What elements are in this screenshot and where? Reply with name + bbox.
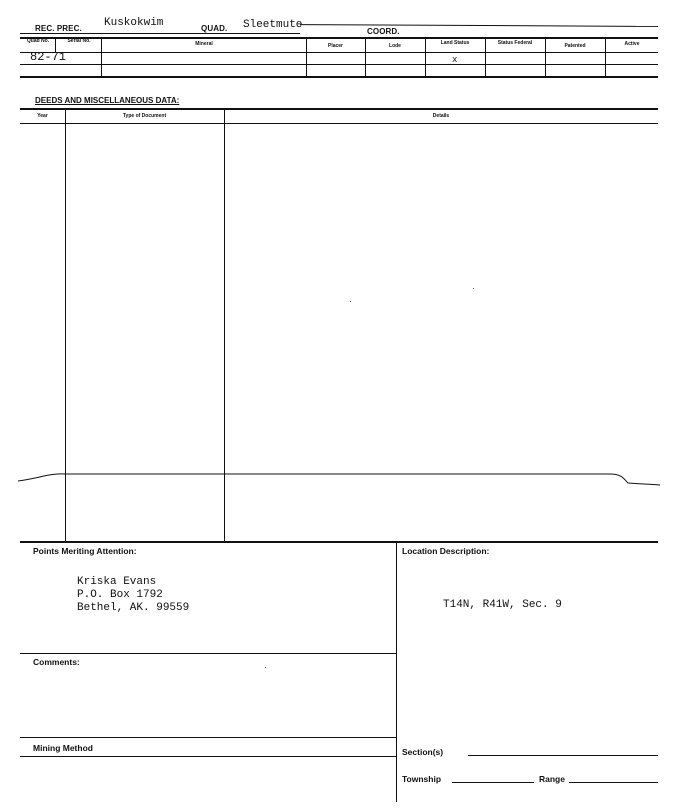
header-underline-right: [300, 24, 658, 27]
points-line-3: Bethel, AK. 99559: [77, 602, 190, 614]
col-header-land-status: Land Status: [440, 40, 470, 46]
speck: [473, 288, 474, 289]
township-field-label: Township: [402, 774, 442, 784]
quad-value: Sleetmute: [243, 19, 303, 31]
speck: [265, 667, 266, 668]
col-header-placer: Placer: [327, 43, 343, 49]
range-field-label: Range: [539, 774, 565, 784]
speck: [350, 301, 351, 302]
points-line-1: Kriska Evans: [77, 576, 157, 588]
col-header-quad-no: Quad No.: [26, 38, 50, 44]
col-header-mineral: Mineral: [195, 41, 213, 47]
quad-serial-value: 82-71: [30, 50, 67, 64]
deeds-col-type: Type of Document: [122, 113, 167, 119]
points-meriting-label: Points Meriting Attention:: [33, 546, 137, 556]
table-row-rule: [20, 64, 658, 65]
points-line-2: P.O. Box 1792: [77, 589, 163, 601]
table-header-rule: [20, 52, 658, 53]
section-field-label: Section(s): [402, 747, 444, 757]
deeds-section-title: DEEDS AND MISCELLANEOUS DATA:: [35, 96, 180, 105]
col-header-active: Active: [624, 41, 640, 47]
page-fold-line: [0, 464, 678, 494]
deeds-header-rule: [20, 123, 658, 124]
header-underline-left: [20, 33, 300, 34]
location-description-label: Location Description:: [402, 546, 490, 556]
section-field-line: [468, 755, 658, 756]
deeds-col-year: Year: [37, 113, 48, 119]
location-description-value: T14N, R41W, Sec. 9: [443, 599, 562, 611]
land-status-mark: x: [452, 55, 458, 65]
table-top-rule: [20, 37, 658, 39]
township-field-line: [452, 782, 534, 783]
quad-label: QUAD.: [201, 24, 228, 33]
table-col-divider: [485, 38, 486, 76]
range-field-line: [569, 782, 658, 783]
mining-method-label: Mining Method: [33, 743, 93, 753]
deeds-col-details: Details: [432, 113, 450, 119]
deeds-top-rule: [20, 108, 658, 110]
comments-top-rule: [20, 653, 396, 654]
col-header-lode: Lode: [389, 43, 401, 49]
rec-prec-value: Kuskokwim: [104, 17, 164, 29]
lower-center-divider: [396, 542, 397, 802]
mining-bottom-rule: [20, 756, 396, 757]
comments-label: Comments:: [33, 657, 80, 667]
rec-prec-label: REC. PREC.: [35, 24, 82, 33]
mining-top-rule: [20, 737, 396, 738]
coord-label: COORD.: [367, 27, 400, 36]
col-header-serial-no: Serial No.: [67, 38, 91, 44]
lower-top-rule: [20, 541, 658, 543]
col-header-status-federal: Status Federal: [497, 40, 533, 46]
table-col-divider: [425, 38, 426, 76]
table-bottom-rule: [20, 76, 658, 78]
col-header-patented: Patented: [564, 43, 586, 49]
table-col-divider: [605, 38, 606, 76]
